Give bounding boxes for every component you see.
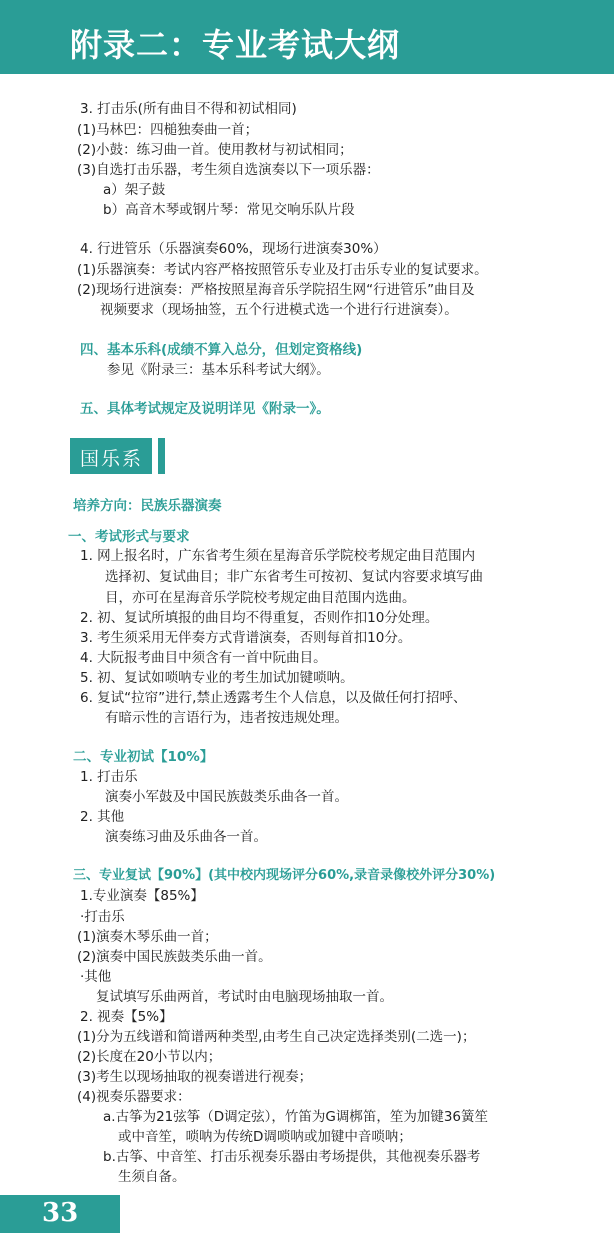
training-direction: 培养方向：民族乐器演奏 xyxy=(73,498,222,514)
department-badge xyxy=(70,438,152,474)
percussion-heading: 3. 打击乐(所有曲目不得和初试相同) xyxy=(80,101,297,117)
part3-line: ·打击乐 xyxy=(80,909,125,925)
part1-title: 一、考试形式与要求 xyxy=(68,529,190,545)
part2-line: 2. 其他 xyxy=(80,809,125,825)
part3-line: (1)分为五线谱和简谱两种类型,由考生自己决定选择类别(二选一)； xyxy=(77,1029,476,1045)
department-badge-accent xyxy=(158,438,165,474)
section4-title: 四、基本乐科(成绩不算入总分，但划定资格线) xyxy=(80,342,363,358)
part1-line: 目，亦可在星海音乐学院校考规定曲目范围内选曲。 xyxy=(105,590,416,606)
part2-title: 二、专业初试【10%】 xyxy=(73,749,214,765)
section4-text: 参见《附录三：基本乐科考试大纲》。 xyxy=(107,362,330,378)
percussion-item: (3)自选打击乐器，考生须自选演奏以下一项乐器： xyxy=(77,162,380,178)
page-header xyxy=(0,0,614,74)
part1-line: 6. 复试“拉帘”进行,禁止透露考生个人信息，以及做任何打招呼、 xyxy=(80,690,467,706)
percussion-item: a）架子鼓 xyxy=(103,182,166,198)
page-number-box xyxy=(0,1195,120,1233)
part3-line: (1)演奏木琴乐曲一首； xyxy=(77,929,218,945)
part2-line: 演奏练习曲及乐曲各一首。 xyxy=(105,829,267,845)
part3-line: 复试填写乐曲两首，考试时由电脑现场抽取一首。 xyxy=(96,989,393,1005)
part1-line: 有暗示性的言语行为，违者按违规处理。 xyxy=(105,710,348,726)
part3-title: 三、专业复试【90%】(其中校内现场评分60%,录音录像校外评分30%) xyxy=(73,868,496,883)
part3-line: 生须自备。 xyxy=(118,1169,186,1185)
part3-line: ·其他 xyxy=(80,969,112,985)
part3-line: 1.专业演奏【85%】 xyxy=(80,888,204,904)
part3-line: (2)长度在20小节以内； xyxy=(77,1049,222,1065)
part3-line: b.古筝、中音笙、打击乐视奏乐器由考场提供，其他视奏乐器考 xyxy=(103,1149,481,1165)
part2-line: 演奏小军鼓及中国民族鼓类乐曲各一首。 xyxy=(105,789,348,805)
percussion-item: (2)小鼓：练习曲一首。使用教材与初试相同； xyxy=(77,142,353,158)
part3-line: 2. 视奏【5%】 xyxy=(80,1009,173,1025)
part3-line: (4)视奏乐器要求： xyxy=(77,1089,191,1105)
part3-line: (2)演奏中国民族鼓类乐曲一首。 xyxy=(77,949,272,965)
part2-line: 1. 打击乐 xyxy=(80,769,138,785)
part1-line: 2. 初、复试所填报的曲目均不得重复，否则作扣10分处理。 xyxy=(80,610,439,626)
part1-line: 1. 网上报名时，广东省考生须在星海音乐学院校考规定曲目范围内 xyxy=(80,548,476,564)
part1-line: 3. 考生须采用无伴奏方式背谱演奏，否则每首扣10分。 xyxy=(80,630,412,646)
percussion-item: (1)马林巴：四槌独奏曲一首； xyxy=(77,122,259,138)
part1-line: 5. 初、复试如唢呐专业的考生加试加键唢呐。 xyxy=(80,670,354,686)
part3-line: (3)考生以现场抽取的视奏谱进行视奏； xyxy=(77,1069,313,1085)
marching-item: (1)乐器演奏：考试内容严格按照管乐专业及打击乐专业的复试要求。 xyxy=(77,262,488,278)
marching-heading: 4. 行进管乐（乐器演奏60%，现场行进演奏30%） xyxy=(80,241,387,257)
percussion-item: b）高音木琴或钢片琴：常见交响乐队片段 xyxy=(103,202,355,218)
part3-line: 或中音笙，唢呐为传统D调唢呐或加键中音唢呐； xyxy=(118,1129,412,1145)
part3-line: a.古筝为21弦筝（D调定弦），竹笛为G调梆笛，笙为加键36簧笙 xyxy=(103,1109,489,1125)
part1-line: 选择初、复试曲目；非广东省考生可按初、复试内容要求填写曲 xyxy=(105,569,483,585)
marching-item: (2)现场行进演奏：严格按照星海音乐学院招生网“行进管乐”曲目及 xyxy=(77,282,475,298)
section5-title: 五、具体考试规定及说明详见《附录一》。 xyxy=(80,401,330,417)
page-title: 附录二：专业考试大纲 xyxy=(70,26,401,64)
marching-item: 视频要求（现场抽签，五个行进模式选一个进行行进演奏）。 xyxy=(100,302,458,318)
part1-line: 4. 大阮报考曲目中须含有一首中阮曲目。 xyxy=(80,650,327,666)
department-label: 国乐系 xyxy=(80,448,144,470)
page-number: 33 xyxy=(42,1198,79,1228)
